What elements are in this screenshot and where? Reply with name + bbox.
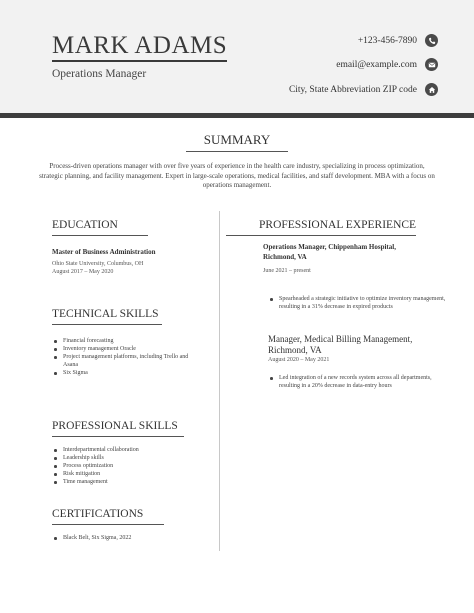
certifications-list xyxy=(52,534,202,542)
summary-paragraph: Process-driven operations manager with over five years of experience in the health care industry, specializing in process optimization, strategic planning, and facility management. Expert in large-scale operations, medical facilities, and staff development. MBA with a focus on operations management. xyxy=(39,162,435,189)
list-item: Spearheaded a strategic initiative to optimize inventory management, resulting in a 31% decrease in expired products xyxy=(268,295,448,311)
header-divider-bar xyxy=(0,113,474,118)
job-2-dates: August 2020 – May 2021 xyxy=(268,357,330,363)
education-heading: EDUCATION xyxy=(52,219,118,231)
list-item: Inventory management Oracle xyxy=(52,345,202,353)
experience-heading: PROFESSIONAL EXPERIENCE xyxy=(259,219,417,231)
list-item: Financial forecasting xyxy=(52,337,202,345)
list-item: Time management xyxy=(52,478,202,486)
summary-heading: SUMMARY xyxy=(203,132,271,147)
job-2-bullets xyxy=(268,374,448,390)
contact-address xyxy=(289,83,438,96)
mail-icon xyxy=(425,58,438,71)
professional-skills-list xyxy=(52,446,202,486)
summary-underline xyxy=(186,151,288,152)
contact-address-text: City, State Abbreviation ZIP code xyxy=(288,84,417,95)
contact-phone-text: +123-456-7890 xyxy=(357,35,417,46)
experience-underline xyxy=(226,235,416,236)
job-1-title: Operations Manager, Chippenham Hospital, Richmond, VA xyxy=(263,243,396,261)
list-item: Leadership skills xyxy=(52,454,202,462)
certifications-underline xyxy=(52,524,164,525)
list-item: Led integration of a new records system across all departments, resulting in a 20% decrease in data-entry hours xyxy=(268,374,448,390)
list-item: Project management platforms, including Trello and Asana xyxy=(52,353,202,369)
contact-email xyxy=(336,58,438,71)
phone-icon xyxy=(425,34,438,47)
education-underline xyxy=(52,235,148,236)
contact-email-text: email@example.com xyxy=(336,59,417,70)
education-degree: Master of Business Administration xyxy=(52,248,156,256)
list-item: Interdepartmental collaboration xyxy=(52,446,202,454)
job-1-dates: June 2021 – present xyxy=(263,268,311,274)
candidate-name: MARK ADAMS xyxy=(52,33,227,62)
professional-skills-heading: PROFESSIONAL SKILLS xyxy=(52,420,178,432)
technical-skills-list xyxy=(52,337,202,377)
column-divider xyxy=(219,211,220,551)
technical-skills-heading: TECHNICAL SKILLS xyxy=(52,308,159,320)
professional-skills-underline xyxy=(52,436,184,437)
candidate-role: Operations Manager xyxy=(52,68,147,80)
list-item: Black Belt, Six Sigma, 2022 xyxy=(52,534,202,542)
list-item: Process optimization xyxy=(52,462,202,470)
certifications-heading: CERTIFICATIONS xyxy=(52,508,144,520)
contact-phone xyxy=(358,34,438,47)
home-icon xyxy=(425,83,438,96)
technical-skills-underline xyxy=(52,324,162,325)
education-school: Ohio State University, Columbus, OH xyxy=(52,261,144,267)
list-item: Six Sigma xyxy=(52,369,202,377)
list-item: Risk mitigation xyxy=(52,470,202,478)
education-dates: August 2017 – May 2020 xyxy=(52,269,114,275)
job-1-bullets xyxy=(268,295,448,311)
job-2-title: Manager, Medical Billing Management, Richmond, VA xyxy=(268,334,413,355)
